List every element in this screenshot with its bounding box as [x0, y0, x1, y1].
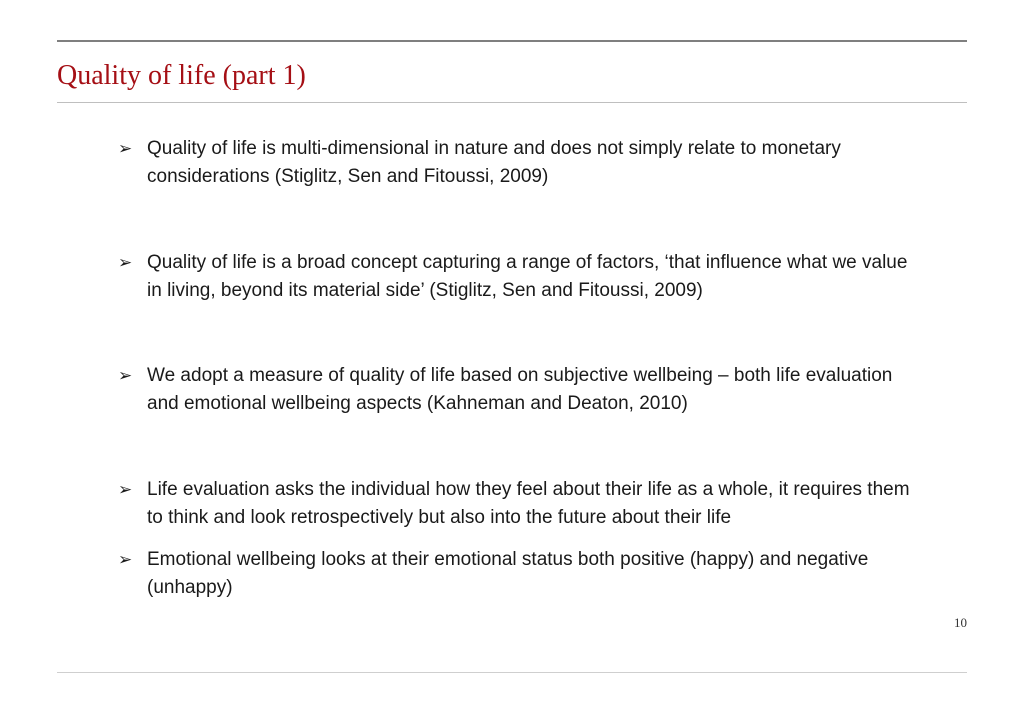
- title-divider: [57, 102, 967, 103]
- top-rule: [57, 40, 967, 42]
- arrow-bullet-icon: ➢: [118, 139, 133, 158]
- bullet-item: [118, 135, 918, 191]
- bullet-item: [118, 546, 918, 602]
- arrow-bullet-icon: ➢: [118, 480, 133, 499]
- bullet-text: Life evaluation asks the individual how they feel about their life as a whole, it requires them to think and look retrospectively but also into the future about their life: [147, 479, 910, 528]
- bottom-rule: [57, 672, 967, 673]
- bullet-text: Quality of life is multi-dimensional in nature and does not simply relate to monetary considerations (Stiglitz, Sen and Fitoussi, 2009): [147, 138, 841, 187]
- bullet-text: Emotional wellbeing looks at their emotional status both positive (happy) and negative (unhappy): [147, 549, 869, 598]
- bullet-item: [118, 249, 918, 305]
- bullet-text: Quality of life is a broad concept capturing a range of factors, ‘that influence what we value in living, beyond its material side’ (Stiglitz, Sen and Fitoussi, 2009): [147, 252, 908, 301]
- arrow-bullet-icon: ➢: [118, 366, 133, 385]
- arrow-bullet-icon: ➢: [118, 253, 133, 272]
- arrow-bullet-icon: ➢: [118, 550, 133, 569]
- page-number: 10: [954, 615, 967, 630]
- slide-title: Quality of life (part 1): [57, 60, 306, 91]
- bullet-item: [118, 476, 918, 532]
- bullet-item: [118, 362, 918, 418]
- bullet-text: We adopt a measure of quality of life based on subjective wellbeing – both life evaluation and emotional wellbeing aspects (Kahneman and Deaton, 2010): [147, 365, 893, 414]
